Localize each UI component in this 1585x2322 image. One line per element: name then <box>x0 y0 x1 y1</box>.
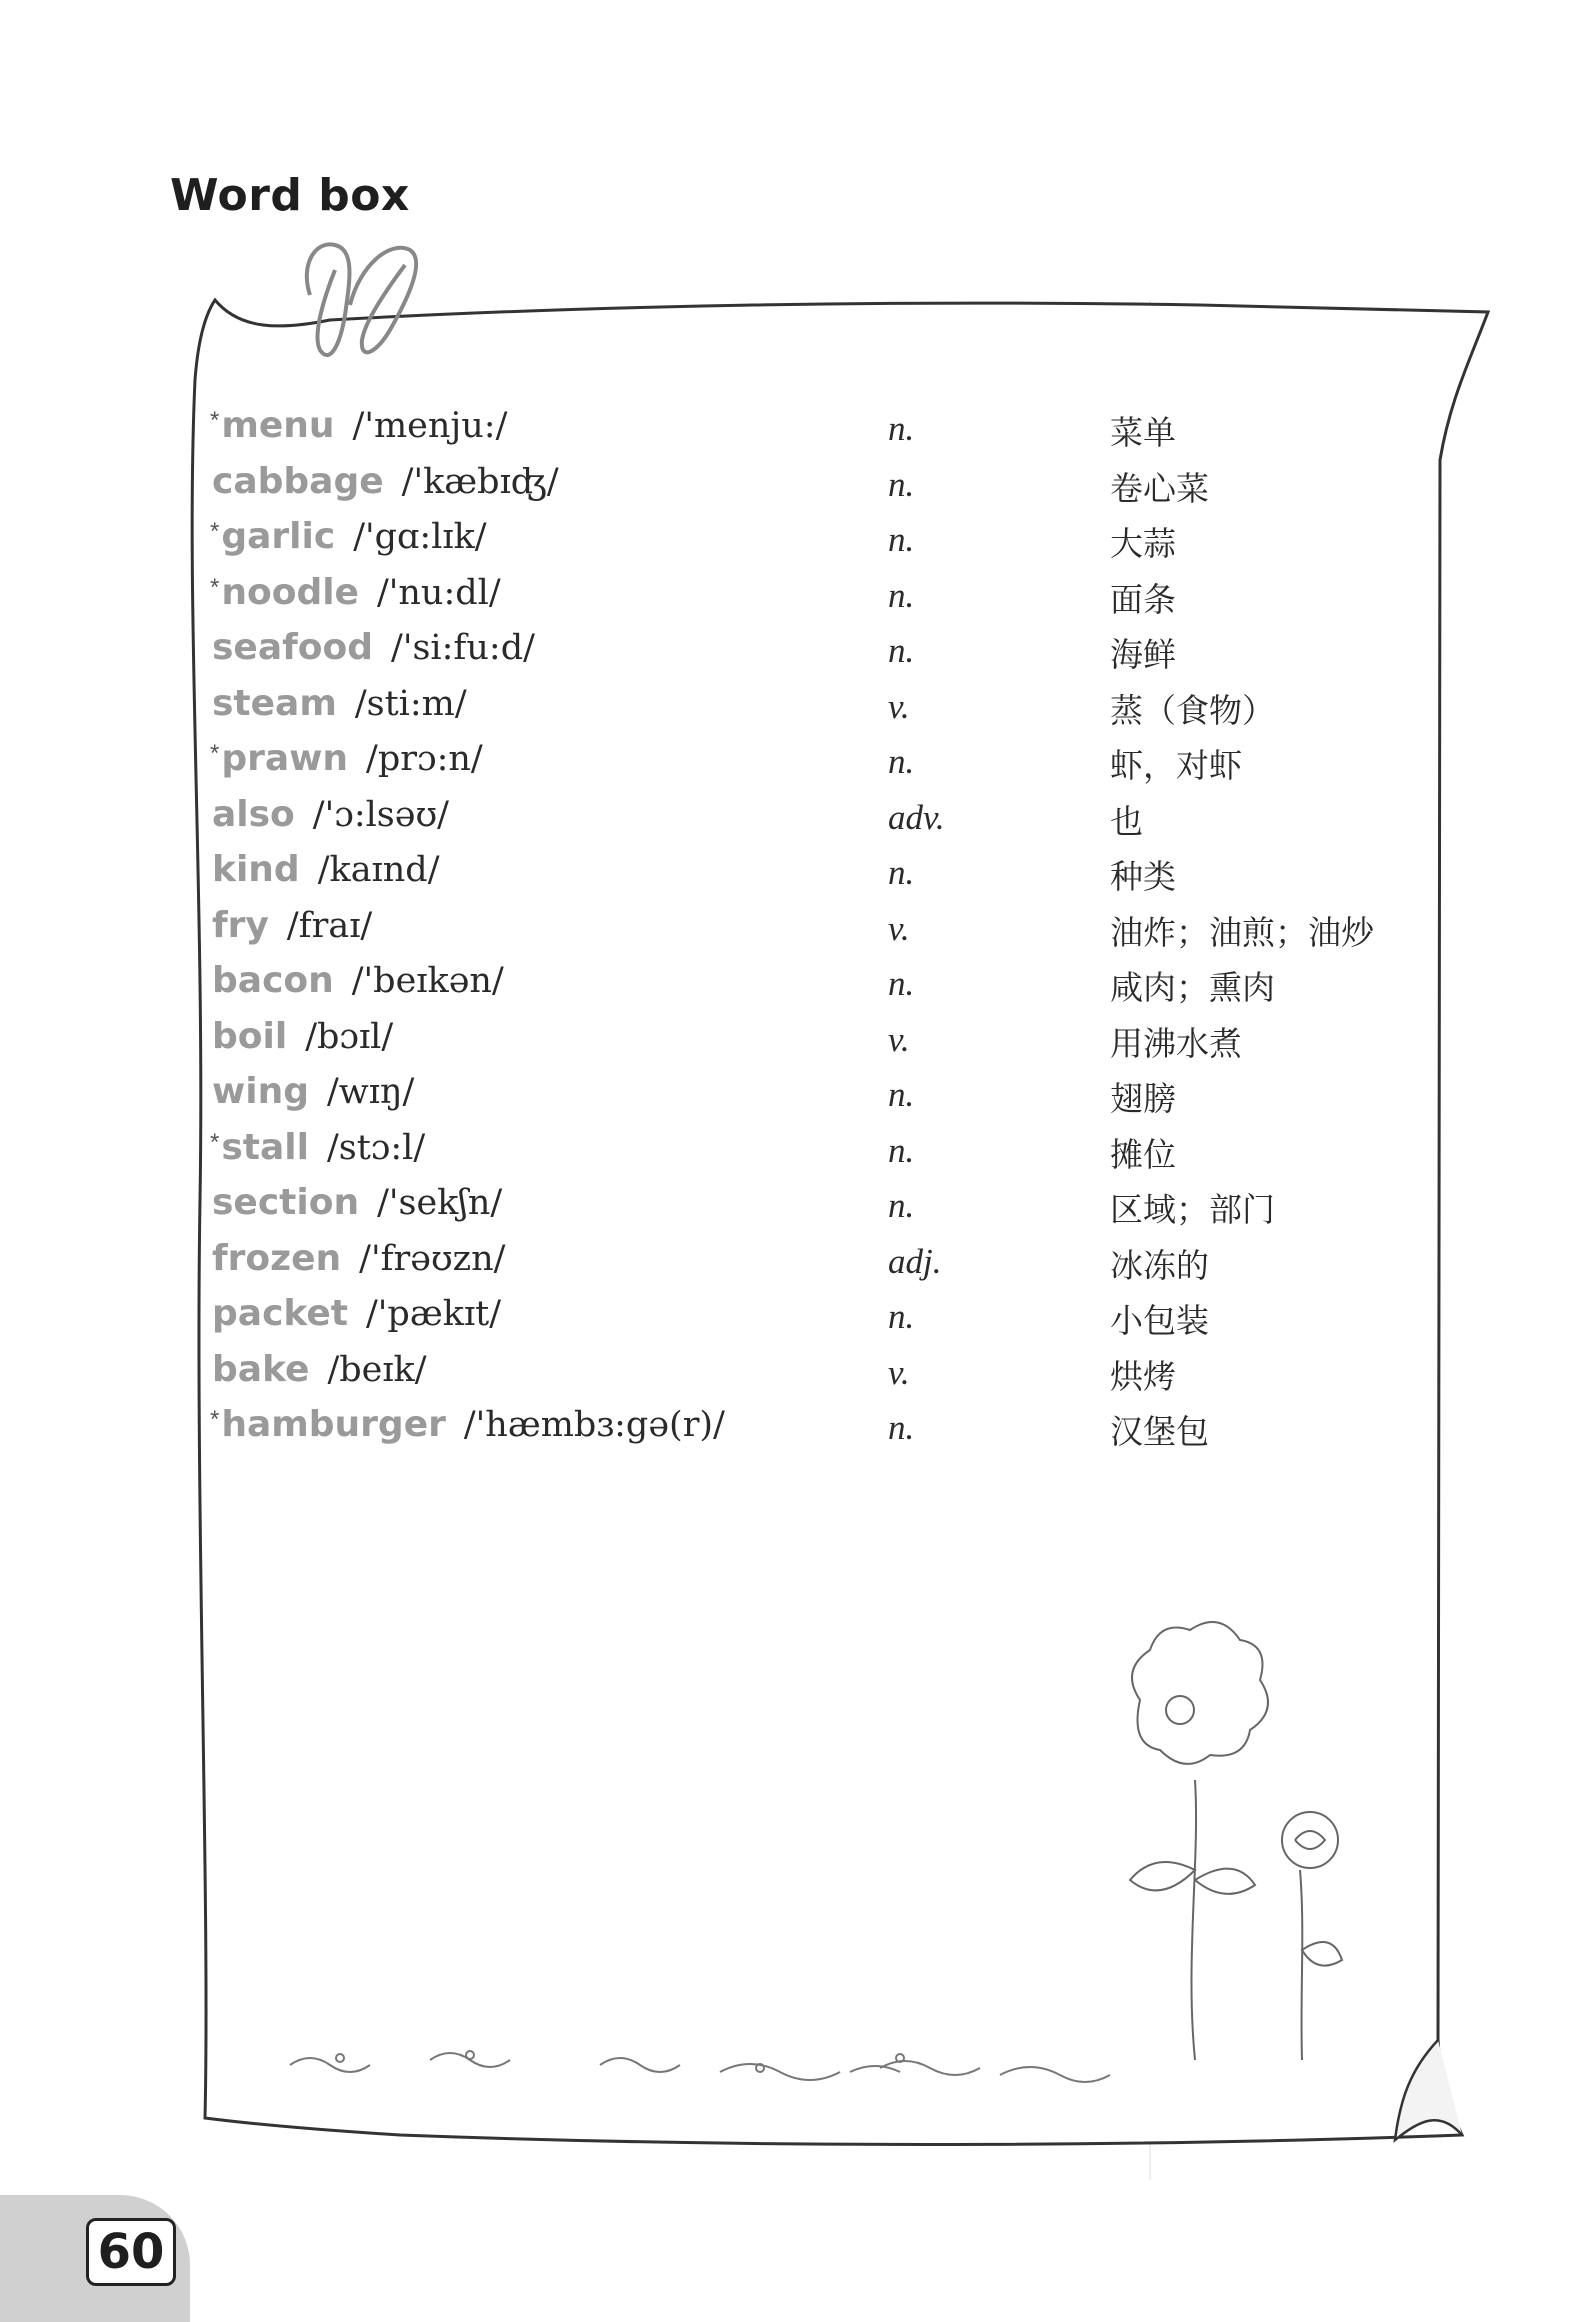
entry-part-of-speech: n. <box>888 742 915 781</box>
entry-word: bacon <box>212 960 334 1001</box>
entry-meaning: 区域；部门 <box>1110 1190 1275 1229</box>
entry-part-of-speech: adv. <box>888 797 945 837</box>
entry-word: wing <box>212 1071 309 1112</box>
entry-word: packet <box>212 1293 349 1334</box>
word-entry <box>210 405 1460 461</box>
entry-part-of-speech: n. <box>888 520 915 559</box>
entry-word: frozen <box>212 1237 342 1279</box>
word-list <box>210 405 1460 1460</box>
entry-word: fry <box>212 904 269 946</box>
entry-meaning: 菜单 <box>1110 413 1176 452</box>
key-word-marker: * <box>210 1406 220 1433</box>
entry-word: cabbage <box>212 460 384 502</box>
entry-phonetic: /'ɔ:lsəʊ/ <box>312 794 449 835</box>
entry-meaning: 种类 <box>1110 857 1176 896</box>
word-entry <box>210 738 1460 794</box>
entry-phonetic: /beɪk/ <box>327 1349 427 1390</box>
word-entry <box>210 1182 1460 1238</box>
word-entry <box>210 1127 1460 1183</box>
entry-part-of-speech: v. <box>888 1352 910 1392</box>
entry-word: steam <box>212 682 337 724</box>
entry-meaning: 虾，对虾 <box>1110 746 1242 785</box>
entry-phonetic: /fraɪ/ <box>286 905 373 946</box>
key-word-marker: * <box>210 407 220 434</box>
page-title: Word box <box>170 170 410 221</box>
entry-part-of-speech: v. <box>888 908 910 948</box>
entry-phonetic: /'hæmbɜ:gə(r)/ <box>463 1405 725 1445</box>
entry-meaning: 用沸水煮 <box>1110 1023 1242 1063</box>
entry-meaning: 面条 <box>1110 579 1176 619</box>
entry-part-of-speech: n. <box>888 964 915 1003</box>
entry-part-of-speech: n. <box>888 464 915 504</box>
word-entry <box>210 516 1460 572</box>
entry-part-of-speech: v. <box>888 1019 910 1059</box>
entry-word: hamburger <box>221 1404 446 1445</box>
entry-part-of-speech: v. <box>888 686 910 726</box>
entry-phonetic: /'si:fu:d/ <box>391 628 535 668</box>
entry-phonetic: /'nu:dl/ <box>376 572 501 613</box>
word-entry <box>210 794 1460 850</box>
entry-meaning: 汉堡包 <box>1110 1412 1209 1451</box>
entry-meaning: 摊位 <box>1110 1134 1176 1174</box>
key-word-marker: * <box>210 573 220 601</box>
word-entry <box>210 1238 1460 1294</box>
entry-word: stall <box>221 1126 309 1168</box>
entry-word: kind <box>212 849 300 890</box>
entry-phonetic: /'sekʃn/ <box>377 1183 503 1223</box>
entry-part-of-speech: n. <box>888 1075 915 1114</box>
entry-phonetic: /'menju:/ <box>352 406 508 446</box>
entry-word: boil <box>212 1015 288 1057</box>
word-entry <box>210 905 1460 961</box>
word-entry <box>210 1016 1460 1072</box>
word-entry <box>210 461 1460 517</box>
word-entry <box>210 1293 1460 1349</box>
entry-word: section <box>212 1182 360 1223</box>
word-entry <box>210 1071 1460 1127</box>
entry-phonetic: /'frəʊzn/ <box>359 1238 506 1279</box>
entry-part-of-speech: n. <box>888 1297 915 1336</box>
word-entry <box>210 627 1460 683</box>
entry-phonetic: /prɔ:n/ <box>366 739 483 779</box>
entry-part-of-speech: n. <box>888 1130 915 1170</box>
key-word-marker: * <box>210 740 220 767</box>
entry-word: prawn <box>221 738 349 779</box>
entry-phonetic: /'kæbɪʤ/ <box>401 461 559 502</box>
entry-meaning: 卷心菜 <box>1110 468 1209 508</box>
entry-part-of-speech: n. <box>888 1186 915 1225</box>
page-number: 60 <box>86 2218 176 2286</box>
entry-part-of-speech: adj. <box>888 1241 942 1281</box>
entry-word: noodle <box>221 571 359 613</box>
entry-part-of-speech: n. <box>888 575 915 615</box>
entry-meaning: 蒸（食物） <box>1110 690 1275 730</box>
entry-meaning: 海鲜 <box>1110 635 1176 674</box>
entry-phonetic: /wɪŋ/ <box>327 1072 415 1112</box>
entry-meaning: 烘烤 <box>1110 1356 1176 1396</box>
word-entry <box>210 960 1460 1016</box>
entry-phonetic: /bɔɪl/ <box>305 1016 394 1057</box>
entry-phonetic: /sti:m/ <box>354 683 467 724</box>
entry-meaning: 大蒜 <box>1110 524 1176 563</box>
entry-word: menu <box>221 405 335 446</box>
entry-meaning: 小包装 <box>1110 1301 1209 1340</box>
entry-phonetic: /stɔ:l/ <box>326 1127 426 1168</box>
entry-phonetic: /kaɪnd/ <box>317 850 440 890</box>
word-entry <box>210 1404 1460 1460</box>
entry-meaning: 翅膀 <box>1110 1079 1176 1118</box>
entry-part-of-speech: n. <box>888 1408 915 1447</box>
entry-word: seafood <box>212 627 374 668</box>
entry-phonetic: /'gɑ:lɪk/ <box>353 517 487 557</box>
entry-phonetic: /'pækɪt/ <box>366 1294 501 1334</box>
entry-word: bake <box>212 1348 310 1390</box>
entry-part-of-speech: n. <box>888 853 915 892</box>
word-entry <box>210 1349 1460 1405</box>
entry-word: also <box>212 793 295 835</box>
entry-word: garlic <box>221 516 336 557</box>
word-entry <box>210 572 1460 628</box>
key-word-marker: * <box>210 1128 220 1156</box>
entry-meaning: 冰冻的 <box>1110 1245 1209 1285</box>
paperclip-icon <box>290 235 470 375</box>
entry-meaning: 咸肉；熏肉 <box>1110 968 1275 1007</box>
entry-phonetic: /'beɪkən/ <box>351 961 504 1001</box>
key-word-marker: * <box>210 518 220 545</box>
entry-meaning: 油炸；油煎；油炒 <box>1110 912 1374 952</box>
word-entry <box>210 683 1460 739</box>
entry-part-of-speech: n. <box>888 409 915 448</box>
word-entry <box>210 849 1460 905</box>
entry-meaning: 也 <box>1110 801 1143 841</box>
entry-part-of-speech: n. <box>888 631 915 670</box>
